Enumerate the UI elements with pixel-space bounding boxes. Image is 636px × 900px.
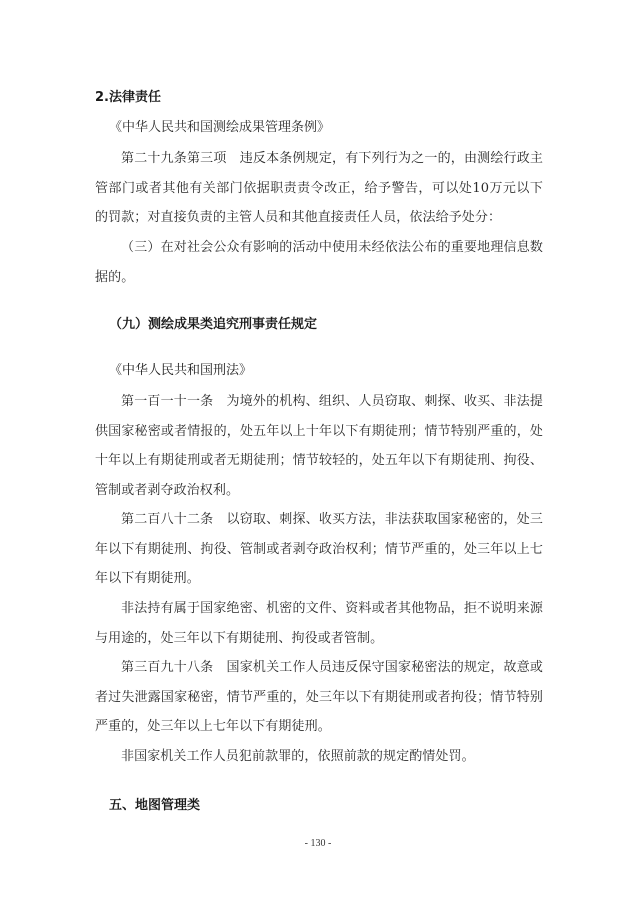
source-criminal-law-title: 《中华人民共和国刑法》 xyxy=(109,363,253,378)
item-3-paragraph: （三）在对社会公众有影响的活动中使用未经依法公布的重要地理信息数据的。 xyxy=(95,240,543,285)
article-282-second-paragraph: 非法持有属于国家绝密、机密的文件、资料或者其他物品，拒不说明来源与用途的，处三年以下有期徒刑、拘役或者管制。 xyxy=(95,601,543,646)
section-heading-map-management: 五、地图管理类 xyxy=(109,798,201,813)
article-398-second-paragraph: 非国家机关工作人员犯前款罪的，依照前款的规定酌情处罚。 xyxy=(121,749,475,764)
source-regulation-title: 《中华人民共和国测绘成果管理条例》 xyxy=(109,120,331,135)
article-282-paragraph: 第二百八十二条 以窃取、刺探、收买方法，非法获取国家秘密的，处三年以下有期徒刑、拘役、管制或者剥夺政治权利；情节严重的，处三年以上七年以下有期徒刑。 xyxy=(95,512,543,586)
article-29-paragraph: 第二十九条第三项 违反本条例规定，有下列行为之一的，由测绘行政主管部门或者其他有关部门依据职责责令改正，给予警告，可以处10万元以下的罚款；对直接负责的主管人员和其他直接责任人员，依法给予处分： xyxy=(95,151,543,225)
section-heading-legal-liability: 2.法律责任 xyxy=(95,90,161,105)
page-number: - 130 - xyxy=(304,838,332,849)
section-heading-criminal: （九）测绘成果类追究刑事责任规定 xyxy=(109,317,318,332)
article-111-paragraph: 第一百一十一条 为境外的机构、组织、人员窃取、刺探、收买、非法提供国家秘密或者情报的，处五年以上十年以下有期徒刑；情节特别严重的，处十年以上有期徒刑或者无期徒刑；情节较轻的，处五年以下有期徒刑、拘役、管制或者剥夺政治权利。 xyxy=(95,394,543,498)
article-398-paragraph: 第三百九十八条 国家机关工作人员违反保守国家秘密法的规定，故意或者过失泄露国家秘密，情节严重的，处三年以下有期徒刑或者拘役；情节特别严重的，处三年以上七年以下有期徒刑。 xyxy=(95,660,543,734)
